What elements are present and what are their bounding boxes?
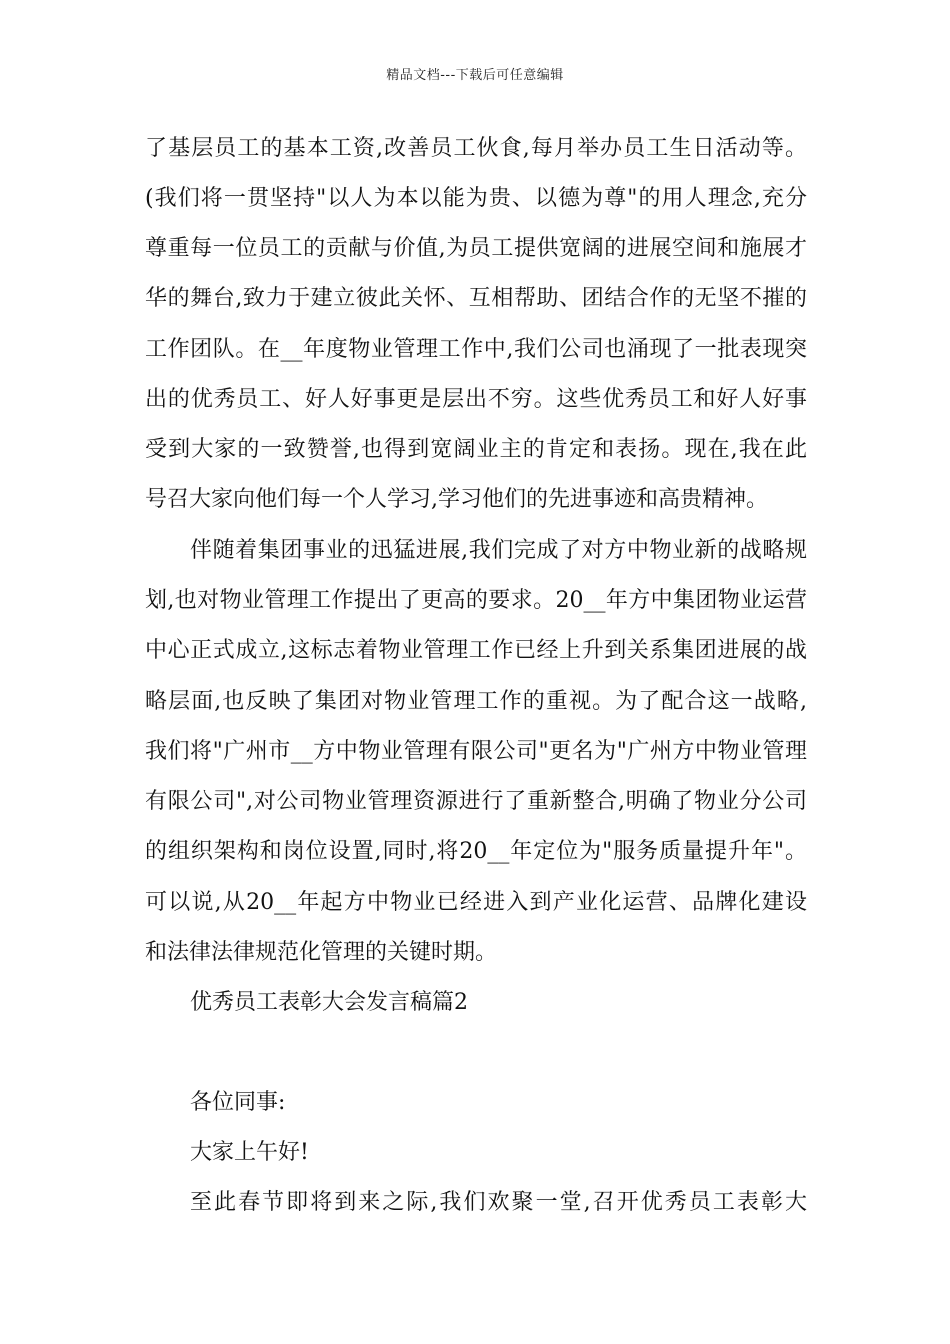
paragraph-line: (我们将一贯坚持"以人为本以能为贵、以德为尊"的用人理念,充分 (145, 186, 807, 211)
paragraph-line: 中心正式成立,这标志着物业管理工作已经上升到关系集团进展的战 (145, 638, 807, 663)
greeting: 大家上午好! (190, 1140, 309, 1165)
paragraph-line: 的组织架构和岗位设置,同时,将20__年定位为"服务质量提升年"。 (145, 839, 807, 864)
paragraph-line: 了基层员工的基本工资,改善员工伙食,每月举办员工生日活动等。 (145, 136, 807, 161)
section-title: 优秀员工表彰大会发言稿篇2 (190, 990, 468, 1015)
paragraph-line: 我们将"广州市__方中物业管理有限公司"更名为"广州方中物业管理 (145, 739, 807, 764)
paragraph-line: 工作团队。在__年度物业管理工作中,我们公司也涌现了一批表现突 (145, 337, 807, 362)
paragraph-line: 受到大家的一致赞誉,也得到宽阔业主的肯定和表扬。现在,我在此 (145, 437, 807, 462)
paragraph-line: 华的舞台,致力于建立彼此关怀、互相帮助、团结合作的无坚不摧的 (145, 286, 807, 311)
paragraph-line: 伴随着集团事业的迅猛进展,我们完成了对方中物业新的战略规 (190, 538, 807, 563)
paragraph-line: 略层面,也反映了集团对物业管理工作的重视。为了配合这一战略, (145, 689, 807, 714)
paragraph-line: 出的优秀员工、好人好事更是层出不穷。这些优秀员工和好人好事 (145, 387, 807, 412)
salutation: 各位同事: (190, 1090, 286, 1115)
paragraph-line: 可以说,从20__年起方中物业已经进入到产业化运营、品牌化建设 (145, 890, 807, 915)
paragraph-line: 划,也对物业管理工作提出了更高的要求。20__年方中集团物业运营 (145, 588, 807, 613)
paragraph-line: 至此春节即将到来之际,我们欢聚一堂,召开优秀员工表彰大 (190, 1190, 807, 1215)
page-header: 精品文档---下载后可任意编辑 (386, 68, 564, 83)
paragraph-line: 尊重每一位员工的贡献与价值,为员工提供宽阔的进展空间和施展才 (145, 236, 807, 261)
paragraph-line: 和法律法律规范化管理的关键时期。 (145, 940, 498, 965)
paragraph-line: 有限公司",对公司物业管理资源进行了重新整合,明确了物业分公司 (145, 789, 807, 814)
paragraph-line: 号召大家向他们每一个人学习,学习他们的先进事迹和高贵精神。 (145, 487, 768, 512)
